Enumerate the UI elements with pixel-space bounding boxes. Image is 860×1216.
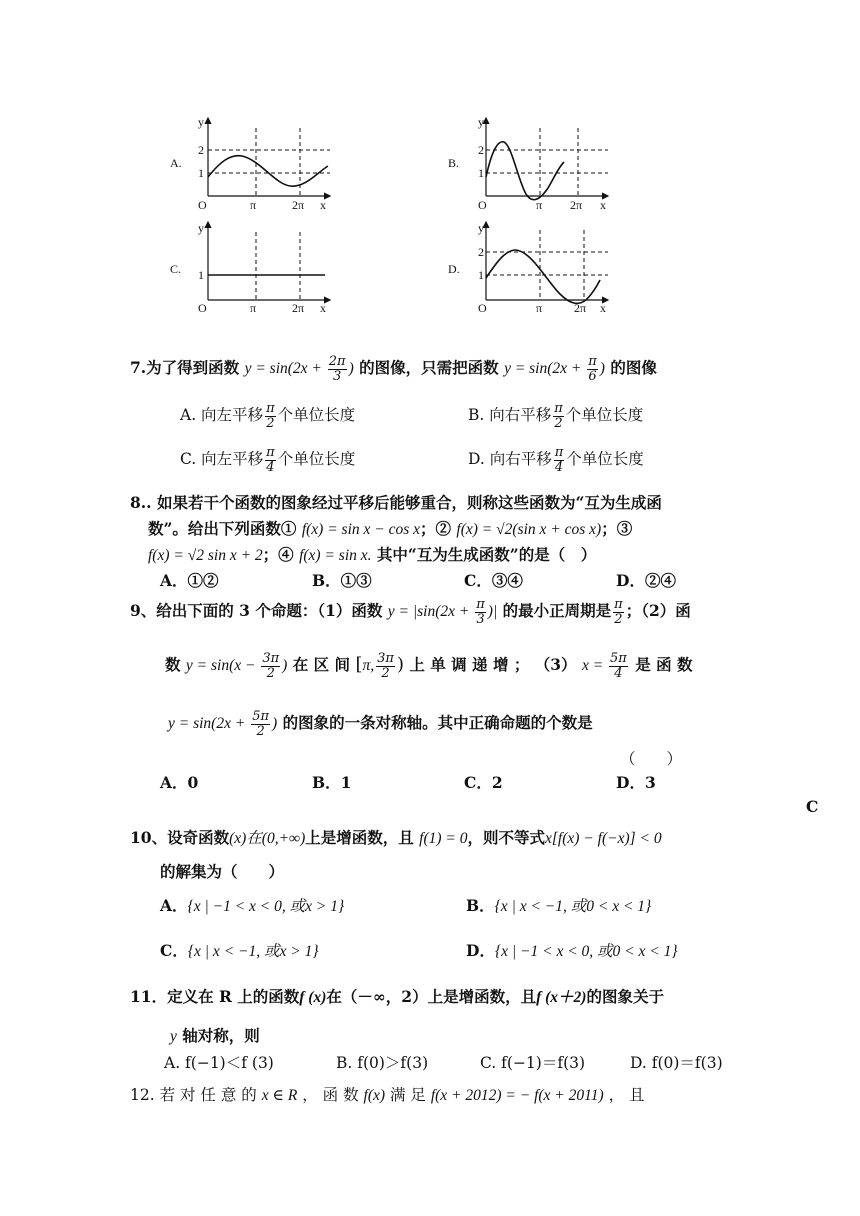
svg-text:O: O <box>478 301 487 315</box>
q8-option-c[interactable]: C．③④ <box>464 571 523 590</box>
q10-option-a[interactable]: A．{x | −1 < x < 0, 或x > 1} <box>160 896 345 915</box>
svg-text:1: 1 <box>478 268 484 282</box>
q7-option-c[interactable]: C. 向左平移 $\frac{\pi}{4}$ 个单位长度 <box>180 445 356 475</box>
svg-text:x: x <box>320 301 326 315</box>
svg-text:1: 1 <box>478 166 484 180</box>
svg-text:2π: 2π <box>292 301 305 315</box>
q9-option-d[interactable]: D．3 <box>616 773 656 792</box>
svg-text:π: π <box>536 198 543 212</box>
svg-text:y: y <box>478 115 484 129</box>
q10-option-d[interactable]: D．{x | −1 < x < 0, 或0 < x < 1} <box>466 941 678 960</box>
graph-b-label: B. <box>448 156 460 170</box>
q9-option-a[interactable]: A．0 <box>160 773 199 792</box>
q9-answer-paren: （ ） <box>620 750 683 768</box>
q9-option-c[interactable]: C．2 <box>464 773 503 792</box>
graph-a <box>170 115 330 212</box>
q11-stem-line2: y 轴对称，则 <box>170 1026 260 1045</box>
svg-text:π: π <box>536 301 543 315</box>
svg-text:O: O <box>478 198 487 212</box>
q10-stem-line2: 的解集为（ ） <box>160 862 285 881</box>
q8-stem-line2: 数”。给出下列函数① f(x) = sin x − cos x；② f(x) = √2(sin x + cos x)；③ <box>148 519 633 538</box>
q7-stem: 7.为了得到函数 y = sin(2x + $\frac{2\pi}{3}$ ) 的图像，只需把函数 y = sin(2x + $\frac{\pi}{6}$ ) 的图像 <box>130 354 657 384</box>
q7-option-d[interactable]: D. 向右平移 $\frac{\pi}{4}$ 个单位长度 <box>468 445 644 475</box>
svg-text:2π: 2π <box>574 301 587 315</box>
svg-text:1: 1 <box>198 166 204 180</box>
q11-option-c[interactable]: C. f(−1)＝f(3) <box>480 1054 586 1072</box>
graph-d-label: D. <box>448 262 460 276</box>
q10-stem-line1: 10、设奇函数(x)在(0,+∞)上是增函数，且 f(1) = 0，则不等式x[f(x) − f(−x)] < 0 <box>130 828 662 847</box>
q11-option-a[interactable]: A. f(−1)＜f (3) <box>164 1054 274 1072</box>
svg-text:O: O <box>198 301 207 315</box>
graph-b <box>448 115 608 212</box>
svg-text:y: y <box>478 221 484 235</box>
graph-options-figure <box>160 110 630 325</box>
svg-text:x: x <box>600 198 606 212</box>
svg-text:π: π <box>250 301 257 315</box>
svg-text:2: 2 <box>478 245 484 259</box>
q11-option-d[interactable]: D. f(0)＝f(3) <box>630 1054 723 1072</box>
graph-d <box>448 221 608 315</box>
svg-text:π: π <box>250 198 257 212</box>
svg-text:2π: 2π <box>570 198 583 212</box>
svg-text:2: 2 <box>198 143 204 157</box>
svg-text:y: y <box>198 115 204 129</box>
svg-text:1: 1 <box>198 268 204 282</box>
q8-option-a[interactable]: A．①② <box>160 571 219 590</box>
q11-option-b[interactable]: B. f(0)＞f(3) <box>336 1054 429 1072</box>
svg-text:2π: 2π <box>292 198 305 212</box>
q9-stem-line2: 数 y = sin(x − $\frac{3\pi}{2}$ ) 在 区 间 [π, $\frac{3\pi}{2}$ ) 上 单 调 递 增 ； （3） x = $\frac{5\pi}{4}$ 是 函 数 <box>165 651 693 681</box>
graph-c <box>170 221 330 315</box>
q10-option-b[interactable]: B．{x | x < −1, 或0 < x < 1} <box>466 896 652 915</box>
q9-stem-line3: y = sin(2x + $\frac{5\pi}{2}$ ) 的图象的一条对称轴。其中正确命题的个数是 <box>168 709 593 739</box>
svg-text:x: x <box>600 301 606 315</box>
q8-option-d[interactable]: D．②④ <box>616 571 676 590</box>
q9-stem-line1: 9、给出下面的 3 个命题：（1）函数 y = |sin(2x + $\frac{\pi}{3}$ )| 的最小正周期是 $\frac{\pi}{2}$ ；（2）函 <box>130 597 691 627</box>
q8-stem-line3: f(x) = √2 sin x + 2；④ f(x) = sin x. 其中“互为生成函数”的是（ ） <box>148 545 597 564</box>
q12-stem-line1: 12. 若 对 任 意 的 x ∈ R ， 函 数 f(x) 满 足 f(x + 2012) = − f(x + 2011) ， 且 <box>130 1086 645 1104</box>
q9-answer-letter: C <box>806 797 819 816</box>
q8-stem-line1: 8.. 如果若干个函数的图象经过平移后能够重合，则称这些函数为“互为生成函 <box>130 493 662 512</box>
q10-option-c[interactable]: C．{x | x < −1, 或x > 1} <box>160 941 319 960</box>
q8-option-b[interactable]: B．①③ <box>312 571 372 590</box>
svg-text:y: y <box>198 221 204 235</box>
q11-stem-line1: 11．定义在 R 上的函数f (x)在（－∞，2）上是增函数，且f (x＋2)的图象关于 <box>130 987 664 1006</box>
graph-a-label: A. <box>170 156 182 170</box>
q7-option-a[interactable]: A. 向左平移 $\frac{\pi}{2}$ 个单位长度 <box>180 401 356 431</box>
q9-option-b[interactable]: B．1 <box>312 773 352 792</box>
svg-text:2: 2 <box>478 143 484 157</box>
svg-text:x: x <box>320 198 326 212</box>
q7-option-b[interactable]: B. 向右平移 $\frac{\pi}{2}$ 个单位长度 <box>468 401 644 431</box>
svg-text:O: O <box>198 198 207 212</box>
graph-c-label: C. <box>170 262 182 276</box>
